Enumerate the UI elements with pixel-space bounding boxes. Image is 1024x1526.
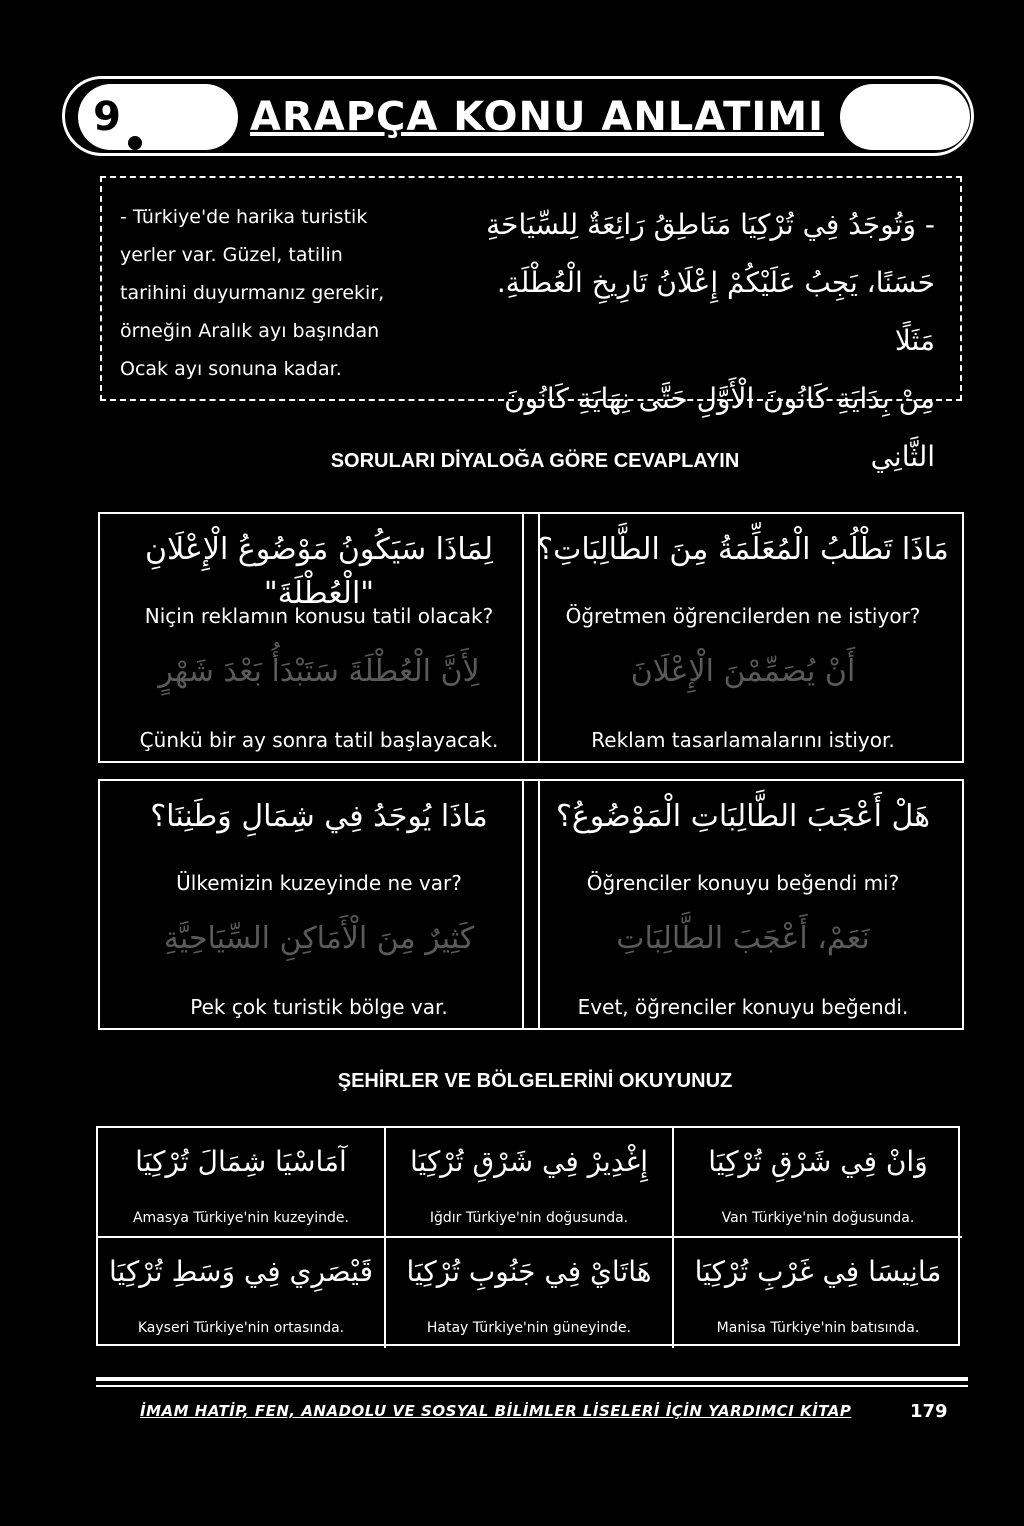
city-arabic: قَيْصَرِي فِي وَسَطِ تُرْكِيَا [108, 1255, 374, 1288]
city-turkish: Kayseri Türkiye'nin ortasında. [137, 1320, 345, 1336]
turkish-question: Ülkemizin kuzeyinde ne var? [176, 871, 462, 895]
section-title-questions: SORULARI DİYALOĞA GÖRE CEVAPLAYIN [330, 450, 740, 472]
arabic-question: مَاذَا تَطْلُبُ الْمُعَلِّمَةُ مِنَ الطَّالِبَاتِ؟ [537, 532, 949, 567]
city-turkish: Manisa Türkiye'nin batısında. [716, 1320, 920, 1336]
arabic-question: مَاذَا يُوجَدُ فِي شِمَالِ وَطَنِنَا؟ [150, 799, 488, 834]
city-cell [386, 1238, 674, 1348]
qa-card [522, 512, 964, 763]
header-oval [840, 84, 970, 150]
turkish-question: Öğrenciler konuyu beğendi mi? [586, 871, 900, 895]
arabic-question: لِمَاذَا سَيَكُونُ مَوْضُوعُ الْإِعْلَانِ "الْعُطْلَةَ" [145, 532, 493, 611]
qa-card [98, 779, 540, 1030]
turkish-answer: Pek çok turistik bölge var. [190, 995, 448, 1019]
arabic-answer: نَعَمْ، أَعْجَبَ الطَّالِبَاتِ [616, 921, 870, 956]
city-cell [674, 1128, 962, 1238]
intro-turkish [120, 198, 450, 388]
arabic-answer: كَثِيرٌ مِنَ الْأَمَاكِنِ السِّيَاحِيَّةِ [163, 921, 475, 956]
city-arabic: هَاتَايْ فِي جَنُوبِ تُرْكِيَا [406, 1255, 652, 1288]
intro-turkish-line: örneğin Aralık ayı başından [120, 320, 380, 342]
page-number: 179 [910, 1401, 948, 1422]
turkish-question: Öğretmen öğrencilerden ne istiyor? [565, 604, 921, 628]
arabic-answer: أَنْ يُصَمِّمْنَ الْإِعْلَانَ [630, 654, 856, 689]
city-turkish: Amasya Türkiye'nin kuzeyinde. [132, 1210, 349, 1226]
intro-arabic-line: حَسَنًا، يَجِبُ عَلَيْكُمْ إِعْلَانُ تَارِيخِ الْعُطْلَةِ. مَثَلًا [496, 266, 935, 357]
turkish-question: Niçin reklamın konusu tatil olacak? [144, 604, 494, 628]
unit-number: 9 [93, 94, 121, 140]
city-turkish: Hatay Türkiye'nin güneyinde. [426, 1320, 632, 1336]
turkish-answer: Evet, öğrenciler konuyu beğendi. [577, 995, 909, 1019]
city-cell [98, 1128, 386, 1238]
city-cell [674, 1238, 962, 1348]
cities-table [96, 1126, 960, 1346]
city-arabic: آمَاسْيَا شِمَالَ تُرْكِيَا [135, 1145, 347, 1178]
city-arabic: مَانِيسَا فِي غَرْبِ تُرْكِيَا [694, 1255, 942, 1288]
intro-arabic [455, 196, 935, 486]
footer-book-title: İMAM HATİP, FEN, ANADOLU VE SOSYAL BİLİMLER LİSELERİ İÇİN YARDIMCI KİTAP [140, 1402, 852, 1420]
turkish-answer: Çünkü bir ay sonra tatil başlayacak. [139, 728, 499, 752]
qa-card [98, 512, 540, 763]
page-title: ARAPÇA KONU ANLATIMI [250, 94, 824, 140]
qa-card [522, 779, 964, 1030]
intro-turkish-line: yerler var. Güzel, tatilin [120, 244, 343, 266]
badge-dot [128, 136, 142, 150]
intro-turkish-line: tarihini duyurmanız gerekir, [120, 282, 385, 304]
arabic-question: هَلْ أَعْجَبَ الطَّالِبَاتِ الْمَوْضُوعُ؟ [555, 799, 931, 834]
footer-rule-thin [96, 1385, 968, 1387]
city-turkish: Van Türkiye'nin doğusunda. [721, 1210, 915, 1226]
intro-arabic-line: - وَتُوجَدُ فِي تُرْكِيَا مَنَاطِقُ رَائِعَةٌ لِلسِّيَاحَةِ [486, 208, 935, 241]
city-cell [98, 1238, 386, 1348]
city-cell [386, 1128, 674, 1238]
turkish-answer: Reklam tasarlamalarını istiyor. [591, 728, 895, 752]
intro-turkish-line: - Türkiye'de harika turistik [120, 206, 368, 228]
city-arabic: وَانْ فِي شَرْقِ تُرْكِيَا [708, 1145, 928, 1178]
intro-turkish-line: Ocak ayı sonuna kadar. [120, 358, 342, 380]
footer-rule [96, 1377, 968, 1381]
arabic-answer: لِأَنَّ الْعُطْلَةَ سَتَبْدَأُ بَعْدَ شَهْرٍ [158, 654, 480, 689]
section-title-cities: ŞEHİRLER VE BÖLGELERİNİ OKUYUNUZ [337, 1070, 733, 1092]
city-turkish: Iğdır Türkiye'nin doğusunda. [429, 1210, 629, 1226]
intro-arabic-line: مِنْ بِدَايَةِ كَانُونَ الْأَوَّلِ حَتَّى نِهَايَةِ كَانُونَ الثَّانِي [504, 382, 935, 473]
city-arabic: إِغْدِيرْ فِي شَرْقِ تُرْكِيَا [410, 1145, 648, 1178]
